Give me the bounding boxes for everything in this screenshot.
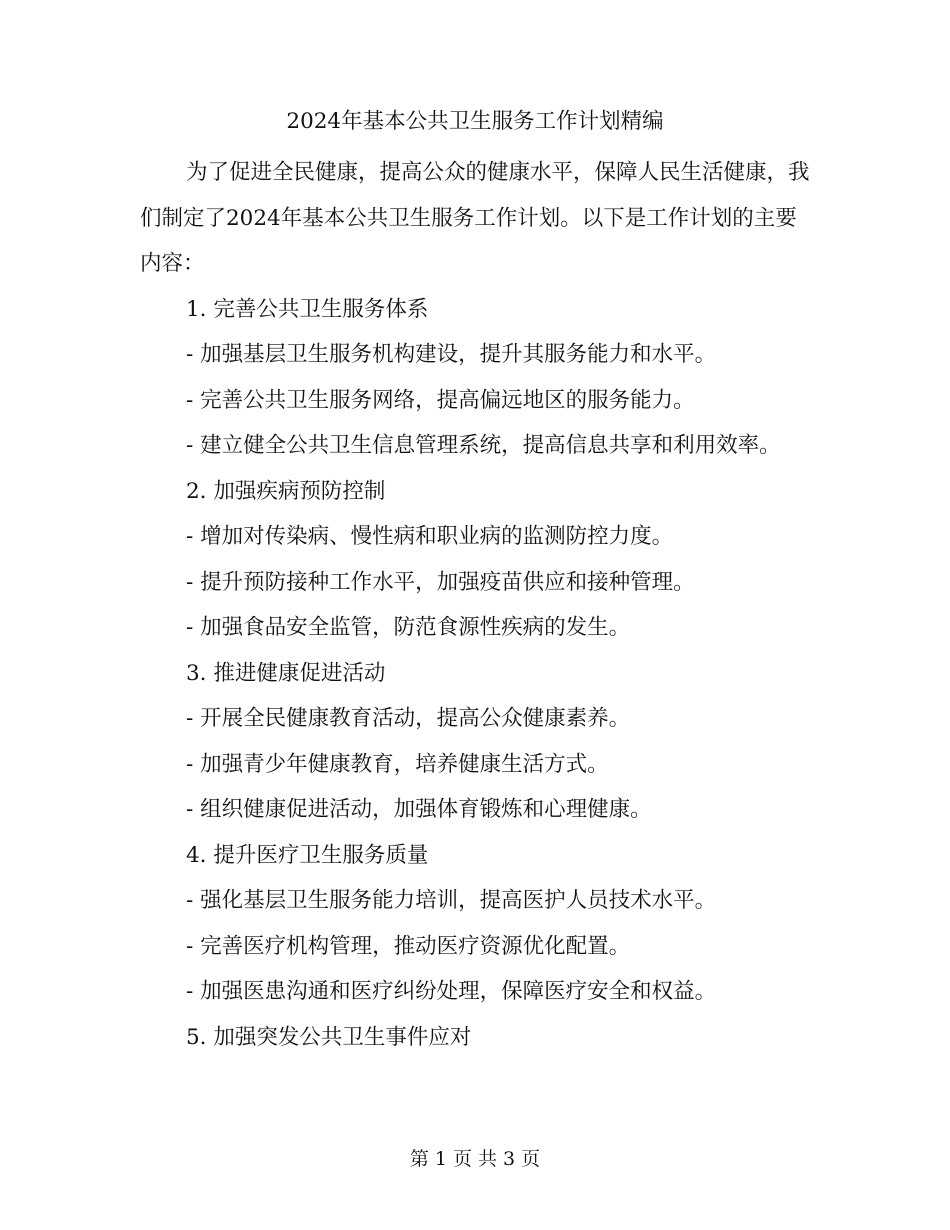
document-title: 2024年基本公共卫生服务工作计划精编 bbox=[286, 109, 664, 134]
list-item: - 完善公共卫生服务网络，提高偏远地区的服务能力。 bbox=[186, 387, 695, 413]
page-footer: 第 1 页 共 3 页 bbox=[409, 1148, 541, 1170]
section-heading-2: 2. 加强疾病预防控制 bbox=[186, 478, 386, 504]
section-heading-4: 4. 提升医疗卫生服务质量 bbox=[186, 842, 429, 868]
section-heading-3: 3. 推进健康促进活动 bbox=[186, 660, 386, 686]
list-item: - 开展全民健康教育活动，提高公众健康素养。 bbox=[186, 706, 631, 731]
document-body bbox=[140, 150, 810, 1060]
section-heading-1: 1. 完善公共卫生服务体系 bbox=[186, 296, 429, 322]
list-item: - 加强基层卫生服务机构建设，提升其服务能力和水平。 bbox=[186, 342, 717, 367]
section-heading-5: 5. 加强突发公共卫生事件应对 bbox=[186, 1024, 472, 1050]
list-item: - 组织健康促进活动，加强体育锻炼和心理健康。 bbox=[186, 797, 652, 822]
list-item: - 加强医患沟通和医疗纠纷处理，保障医疗安全和权益。 bbox=[186, 979, 717, 1004]
list-item: - 增加对传染病、慢性病和职业病的监测防控力度。 bbox=[186, 524, 674, 549]
list-item: - 强化基层卫生服务能力培训，提高医护人员技术水平。 bbox=[186, 888, 717, 913]
list-item: - 建立健全公共卫生信息管理系统，提高信息共享和利用效率。 bbox=[186, 433, 781, 458]
list-item: - 提升预防接种工作水平，加强疫苗供应和接种管理。 bbox=[186, 569, 695, 595]
list-item: - 加强食品安全监管，防范食源性疾病的发生。 bbox=[186, 615, 631, 640]
list-item: - 完善医疗机构管理，推动医疗资源优化配置。 bbox=[186, 933, 631, 959]
list-item: - 加强青少年健康教育，培养健康生活方式。 bbox=[186, 751, 609, 777]
intro-paragraph: 为了促进全民健康，提高公众的健康水平，保障人民生活健康，我们制定了2024年基本公共卫生服务工作计划。以下是工作计划的主要内容： bbox=[140, 160, 810, 276]
